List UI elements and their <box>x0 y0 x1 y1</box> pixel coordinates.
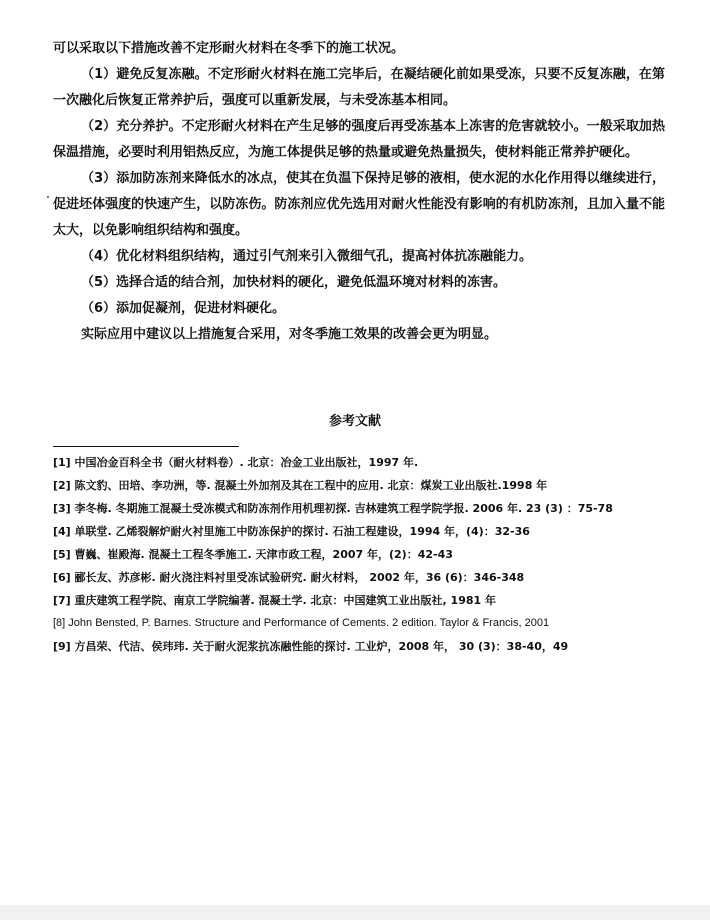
measure-3-paragraph: （3）添加防冻剂来降低水的冰点，使其在负温下保持足够的液相，使水泥的水化作用得以继续进行，促进坯体强度的快速产生，以防冻伤。防冻剂应优先选用对耐火性能没有影响的有机防冻剂，且加入量不能太大，以免影响组织结构和强度。 <box>53 171 665 238</box>
reference-item: [1] 中国冶金百科全书（耐火材料卷）. 北京：冶金工业出版社，1997 年. <box>53 456 419 469</box>
references-divider <box>53 446 239 447</box>
reference-item: [9] 方昌荣、代洁、侯玮玮. 关于耐火泥浆抗冻融性能的探讨. 工业炉，2008 年， 30 (3)：38-40，49 <box>53 640 569 653</box>
intro-paragraph: 可以采取以下措施改善不定形耐火材料在冬季下的施工状况。 <box>53 41 405 56</box>
scan-speck <box>47 196 49 198</box>
reference-item: [2] 陈文豹、田培、李功洲，等. 混凝土外加剂及其在工程中的应用. 北京：煤炭工业出版社.1998 年 <box>53 479 548 492</box>
viewer-bottom-band <box>0 905 710 920</box>
measure-6-paragraph: （6）添加促凝剂，促进材料硬化。 <box>81 301 286 316</box>
measure-2-paragraph: （2）充分养护。不定形耐火材料在产生足够的强度后再受冻基本上冻害的危害就较小。一般采取加热保温措施，必要时利用铝热反应，为施工体提供足够的热量或避免热量损失，使材料能正常养护硬化。 <box>53 119 665 160</box>
references-heading: 参考文献 <box>328 414 381 429</box>
reference-item: [4] 单联堂. 乙烯裂解炉耐火衬里施工中防冻保护的探讨. 石油工程建设，1994 年，(4)：32-36 <box>53 525 530 538</box>
references-list <box>53 451 673 658</box>
measure-1-paragraph: （1）避免反复冻融。不定形耐火材料在施工完毕后，在凝结硬化前如果受冻，只要不反复冻融，在第一次融化后恢复正常养护后，强度可以重新发展，与未受冻基本相同。 <box>53 67 665 108</box>
reference-item: [8] John Bensted, P. Barnes. Structure and Performance of Cements. 2 edition. Taylor & Francis, 2001 <box>53 617 550 629</box>
reference-item: [6] 郦长友、苏彦彬. 耐火浇注料衬里受冻试验研究. 耐火材料， 2002 年，36 (6)：346-348 <box>53 571 525 584</box>
body-text <box>53 36 665 348</box>
measure-5-paragraph: （5）选择合适的结合剂，加快材料的硬化，避免低温环境对材料的冻害。 <box>81 275 507 290</box>
reference-item: [7] 重庆建筑工程学院、南京工学院编著. 混凝土学. 北京：中国建筑工业出版社, 1981 年 <box>53 594 497 607</box>
reference-item: [3] 李冬梅. 冬期施工混凝土受冻模式和防冻剂作用机理初探. 吉林建筑工程学院学报. 2006 年. 23 (3) ：75-78 <box>53 502 613 515</box>
conclusion-paragraph: 实际应用中建议以上措施复合采用，对冬季施工效果的改善会更为明显。 <box>81 327 498 342</box>
measure-4-paragraph: （4）优化材料组织结构，通过引气剂来引入微细气孔，提高衬体抗冻融能力。 <box>81 249 533 264</box>
reference-item: [5] 曹巍、崔殿海. 混凝土工程冬季施工. 天津市政工程，2007 年，(2)：42-43 <box>53 548 453 561</box>
